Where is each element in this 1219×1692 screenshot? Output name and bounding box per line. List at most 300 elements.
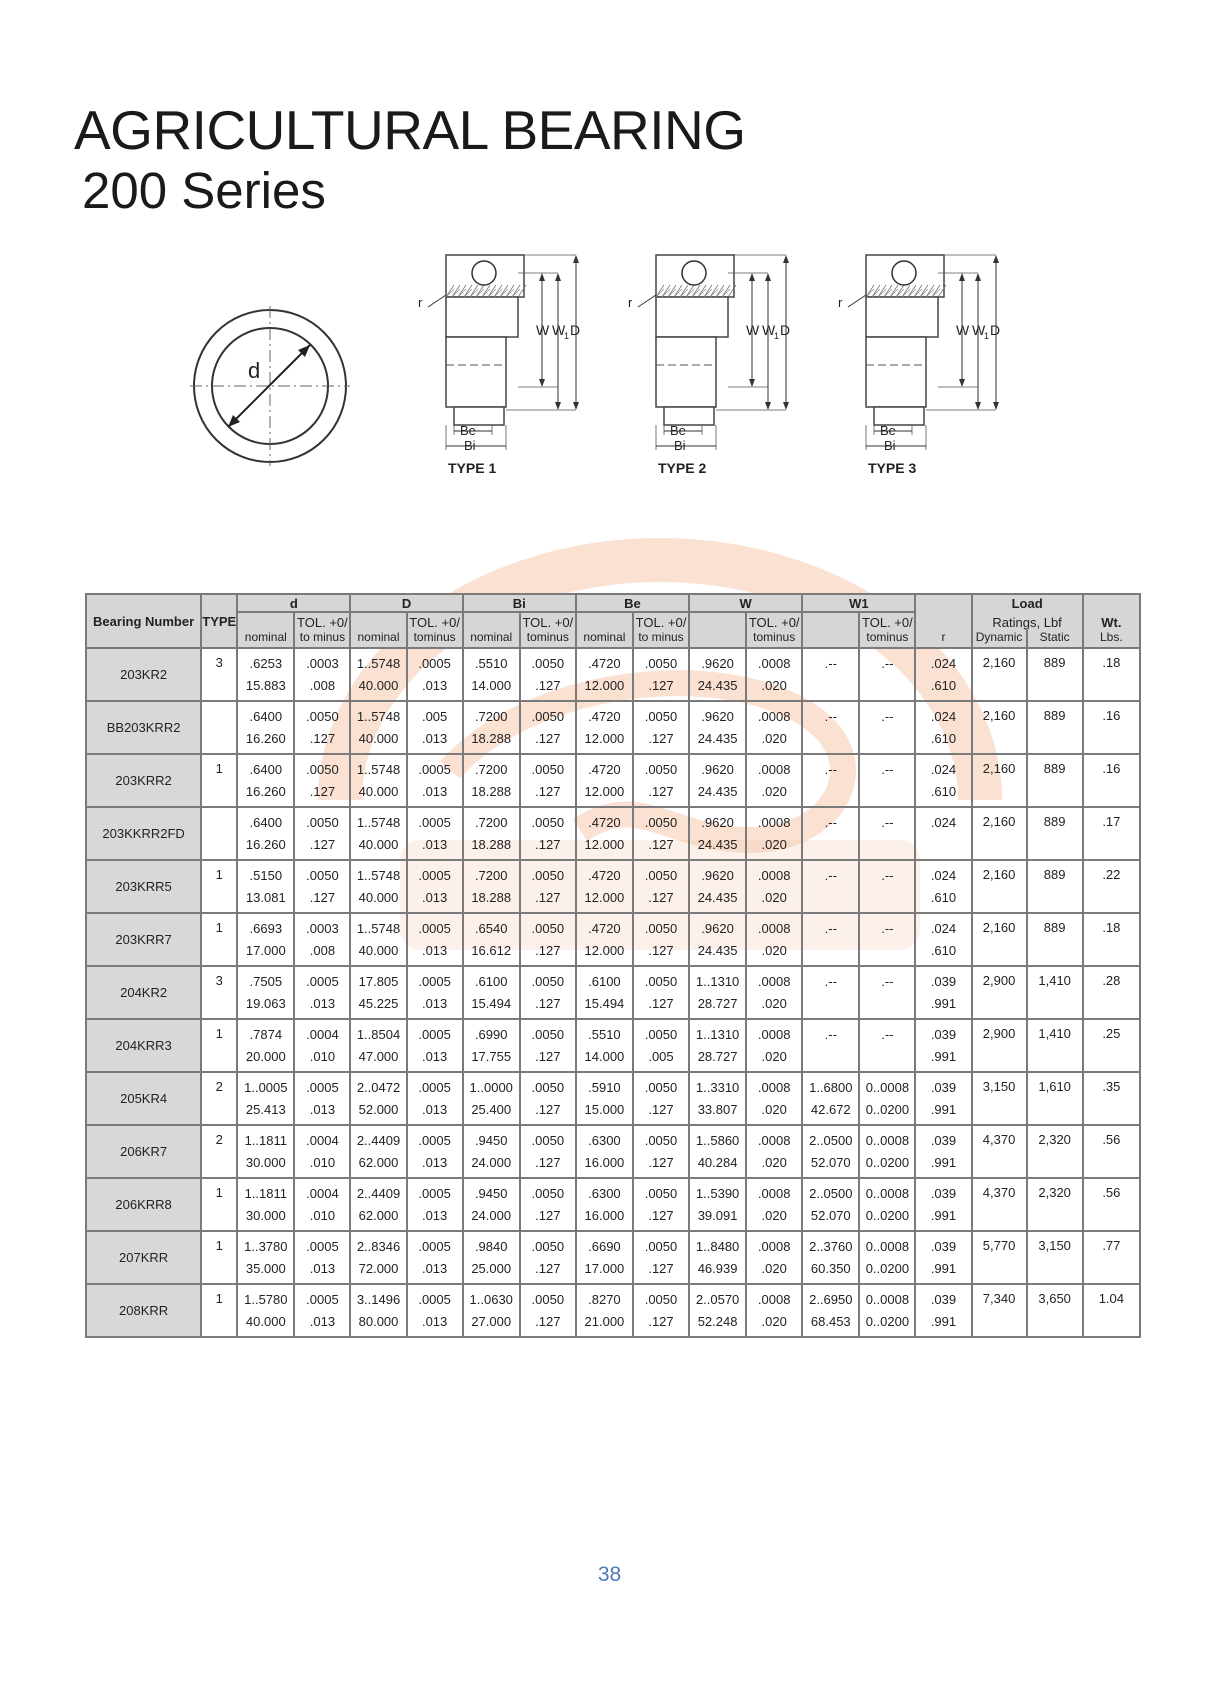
inch-value: .7874 bbox=[249, 1027, 283, 1042]
inch-value: .024 bbox=[930, 762, 957, 777]
cell-bi-tol bbox=[520, 807, 576, 860]
metric-value: .013 bbox=[421, 890, 448, 905]
inch-value: 1..6800 bbox=[809, 1080, 853, 1095]
cell-w1-nom bbox=[802, 1019, 859, 1072]
cell-d-tol bbox=[294, 1231, 350, 1284]
dynamic-rating: 2,160 bbox=[972, 807, 1027, 860]
inch-value: .0005 bbox=[418, 815, 451, 830]
metric-value: .010 bbox=[309, 1049, 336, 1064]
metric-value: .127 bbox=[535, 1102, 561, 1117]
inch-value: 2..0570 bbox=[695, 1292, 740, 1307]
metric-value: 52.248 bbox=[697, 1314, 738, 1329]
inch-value: .0005 bbox=[418, 1186, 451, 1201]
Be-label: Be bbox=[880, 423, 896, 438]
type-label: TYPE 2 bbox=[658, 460, 707, 476]
inch-value: 1..3780 bbox=[244, 1239, 288, 1254]
inch-value: 2..0500 bbox=[809, 1186, 853, 1201]
bearing-number: 203KRR5 bbox=[86, 860, 201, 913]
inch-value: .0005 bbox=[306, 974, 339, 989]
inch-value: .6300 bbox=[588, 1186, 621, 1201]
cell-d-tol bbox=[407, 913, 463, 966]
metric-value: .127 bbox=[535, 1261, 561, 1276]
inch-value: .039 bbox=[930, 1133, 957, 1148]
Be-label: Be bbox=[670, 423, 686, 438]
lbs-header: Lbs. bbox=[1083, 630, 1140, 648]
cell-bi-tol bbox=[520, 1231, 576, 1284]
table-row bbox=[86, 754, 1140, 807]
weight: .28 bbox=[1083, 966, 1140, 1019]
cell-w1-tol bbox=[859, 1231, 915, 1284]
metric-value bbox=[886, 675, 890, 697]
metric-value: .127 bbox=[535, 996, 561, 1011]
col-bearing-number: Bearing Number bbox=[86, 594, 201, 648]
metric-value: .127 bbox=[648, 943, 674, 958]
inch-value: .6400 bbox=[249, 709, 283, 724]
metric-value: .008 bbox=[309, 943, 336, 958]
metric-value: .127 bbox=[535, 943, 561, 958]
weight: .56 bbox=[1083, 1125, 1140, 1178]
cell-d-nom bbox=[350, 1284, 406, 1337]
dynamic-rating: 5,770 bbox=[972, 1231, 1027, 1284]
inch-value: .0008 bbox=[757, 656, 791, 671]
metric-value: 25.413 bbox=[245, 1102, 286, 1117]
metric-value: .020 bbox=[761, 1155, 787, 1170]
cell-w-nom bbox=[689, 1019, 746, 1072]
metric-value: .013 bbox=[421, 943, 448, 958]
cell-be-tol bbox=[633, 1284, 689, 1337]
metric-value: 19.063 bbox=[245, 996, 286, 1011]
metric-value: .610 bbox=[930, 890, 957, 905]
metric-value: 40.000 bbox=[358, 678, 399, 693]
inch-value: .9620 bbox=[701, 656, 734, 671]
cell-w1-nom bbox=[802, 1284, 859, 1337]
inch-value: .0050 bbox=[531, 709, 565, 724]
metric-value: .991 bbox=[930, 1261, 957, 1276]
inch-value: .0008 bbox=[757, 1239, 791, 1254]
cell-w1-nom bbox=[802, 1231, 859, 1284]
Bi-label: Bi bbox=[674, 438, 686, 453]
cell-w-nom bbox=[689, 1284, 746, 1337]
inch-value: .0008 bbox=[757, 974, 791, 989]
metric-value: 24.435 bbox=[697, 678, 738, 693]
table-row bbox=[86, 1072, 1140, 1125]
bore-d-label: d bbox=[248, 358, 261, 383]
cell-r bbox=[915, 1072, 971, 1125]
cell-d-nom bbox=[237, 913, 294, 966]
metric-value: .127 bbox=[309, 784, 336, 799]
metric-value: 0..0200 bbox=[865, 1155, 910, 1170]
metric-value: .013 bbox=[421, 996, 448, 1011]
cell-w1-tol bbox=[859, 913, 915, 966]
metric-value: .610 bbox=[930, 731, 957, 746]
inch-value: 1..0000 bbox=[469, 1080, 513, 1095]
inch-value: .005 bbox=[421, 709, 448, 724]
group-W1: W1 bbox=[802, 594, 915, 612]
bearing-type: 3 bbox=[201, 966, 237, 1019]
metric-value: .127 bbox=[648, 1314, 674, 1329]
static-rating: 889 bbox=[1027, 754, 1083, 807]
cell-d-nom bbox=[237, 648, 294, 701]
W-label: W bbox=[536, 322, 550, 338]
metric-value: .127 bbox=[648, 1208, 674, 1223]
inch-value: 1..5860 bbox=[695, 1133, 740, 1148]
weight: .22 bbox=[1083, 860, 1140, 913]
inch-value: 3..1496 bbox=[356, 1292, 401, 1307]
static-rating: 889 bbox=[1027, 913, 1083, 966]
inch-value: .-- bbox=[824, 921, 837, 936]
col-wt: Wt. bbox=[1083, 594, 1140, 630]
D-label: D bbox=[990, 322, 1001, 338]
metric-value: 24.000 bbox=[471, 1208, 512, 1223]
inch-value: .7200 bbox=[474, 709, 508, 724]
cell-d-tol bbox=[407, 1019, 463, 1072]
cell-w-tol bbox=[746, 648, 802, 701]
cell-be-nom bbox=[576, 1178, 633, 1231]
bearing-number: 208KRR bbox=[86, 1284, 201, 1337]
metric-value: .127 bbox=[648, 1155, 674, 1170]
inch-value: .0050 bbox=[644, 1292, 678, 1307]
cell-r bbox=[915, 913, 971, 966]
inch-value: .0050 bbox=[306, 762, 339, 777]
metric-value: .020 bbox=[761, 1049, 787, 1064]
metric-value: .610 bbox=[930, 678, 957, 693]
table-row bbox=[86, 1178, 1140, 1231]
bearing-type-1-drawing bbox=[418, 255, 580, 476]
inch-value: 17.805 bbox=[358, 974, 399, 989]
cell-d-tol bbox=[407, 1072, 463, 1125]
cell-d-tol bbox=[407, 1178, 463, 1231]
inch-value: 0..0008 bbox=[865, 1239, 910, 1254]
table-row bbox=[86, 701, 1140, 754]
cell-be-nom bbox=[576, 1019, 633, 1072]
type-label: TYPE 3 bbox=[868, 460, 917, 476]
cell-bi-nom bbox=[463, 1019, 520, 1072]
metric-value: .991 bbox=[930, 1155, 957, 1170]
inch-value: .6253 bbox=[249, 656, 283, 671]
inch-value: .0008 bbox=[757, 762, 791, 777]
metric-value: 25.000 bbox=[471, 1261, 512, 1276]
weight: .18 bbox=[1083, 913, 1140, 966]
inch-value: .-- bbox=[881, 762, 894, 777]
cell-bi-nom bbox=[463, 966, 520, 1019]
inch-value: .024 bbox=[930, 815, 957, 830]
metric-value: 0..0200 bbox=[865, 1102, 910, 1117]
cell-w1-nom bbox=[802, 701, 859, 754]
metric-value: 40.000 bbox=[245, 1314, 286, 1329]
inch-value: .5510 bbox=[588, 1027, 621, 1042]
cell-d-nom bbox=[237, 1178, 294, 1231]
metric-value: .013 bbox=[421, 837, 448, 852]
cell-d-nom bbox=[350, 966, 406, 1019]
group-load: Load bbox=[972, 594, 1083, 612]
inch-value: .0004 bbox=[306, 1027, 339, 1042]
inch-value: .0005 bbox=[418, 868, 451, 883]
metric-value: 20.000 bbox=[245, 1049, 286, 1064]
cell-d-nom bbox=[237, 1125, 294, 1178]
cell-d-nom bbox=[350, 913, 406, 966]
inch-value: .9840 bbox=[474, 1239, 508, 1254]
group-Be: Be bbox=[576, 594, 689, 612]
inch-value: 1..5748 bbox=[356, 709, 401, 724]
cell-d-nom bbox=[350, 807, 406, 860]
metric-value: .013 bbox=[421, 731, 448, 746]
inch-value: 1..5748 bbox=[356, 762, 401, 777]
W1-subscript: 1 bbox=[984, 331, 990, 341]
metric-value: 18.288 bbox=[471, 837, 512, 852]
cell-be-nom bbox=[576, 966, 633, 1019]
inch-value: .-- bbox=[881, 1027, 894, 1042]
cell-w-nom bbox=[689, 913, 746, 966]
cell-w-nom bbox=[689, 1072, 746, 1125]
metric-value: .991 bbox=[930, 996, 957, 1011]
cell-be-tol bbox=[633, 860, 689, 913]
dynamic-rating: 2,900 bbox=[972, 1019, 1027, 1072]
cell-w1-nom bbox=[802, 966, 859, 1019]
cell-d-tol bbox=[294, 966, 350, 1019]
metric-value: 30.000 bbox=[245, 1208, 286, 1223]
metric-value: 16.260 bbox=[245, 731, 286, 746]
metric-value: 62.000 bbox=[358, 1155, 399, 1170]
weight: .18 bbox=[1083, 648, 1140, 701]
inch-value: 1..5390 bbox=[695, 1186, 740, 1201]
inch-value: .0050 bbox=[531, 1292, 565, 1307]
col-type: TYPE bbox=[201, 594, 237, 648]
bearing-number: 207KRR bbox=[86, 1231, 201, 1284]
table-row bbox=[86, 648, 1140, 701]
bearing-type: 1 bbox=[201, 913, 237, 966]
D-label: D bbox=[570, 322, 581, 338]
static-rating: 2,320 bbox=[1027, 1125, 1083, 1178]
cell-w1-nom bbox=[802, 648, 859, 701]
cell-d-tol bbox=[407, 966, 463, 1019]
cell-d-nom bbox=[350, 754, 406, 807]
inch-value: .5910 bbox=[588, 1080, 621, 1095]
table-row bbox=[86, 1231, 1140, 1284]
static-rating: 1,410 bbox=[1027, 1019, 1083, 1072]
cell-r bbox=[915, 1284, 971, 1337]
weight: .77 bbox=[1083, 1231, 1140, 1284]
inch-value: .024 bbox=[930, 868, 957, 883]
metric-value: .013 bbox=[421, 1049, 448, 1064]
inch-value: .0050 bbox=[644, 1186, 678, 1201]
inch-value: .-- bbox=[824, 709, 837, 724]
inch-value: .4720 bbox=[588, 709, 621, 724]
inch-value: .0050 bbox=[644, 868, 678, 883]
cell-d-nom bbox=[350, 860, 406, 913]
metric-value bbox=[829, 940, 833, 962]
table-row bbox=[86, 1284, 1140, 1337]
inch-value: .-- bbox=[881, 656, 894, 671]
metric-value: .127 bbox=[648, 731, 674, 746]
cell-d-tol bbox=[407, 701, 463, 754]
inch-value: .0050 bbox=[531, 1133, 565, 1148]
cell-d-nom bbox=[237, 860, 294, 913]
cell-d-nom bbox=[237, 1231, 294, 1284]
cell-d-tol bbox=[294, 1178, 350, 1231]
inch-value: .-- bbox=[881, 921, 894, 936]
table-row bbox=[86, 913, 1140, 966]
weight: .35 bbox=[1083, 1072, 1140, 1125]
metric-value: .127 bbox=[309, 837, 336, 852]
metric-value: 39.091 bbox=[697, 1208, 738, 1223]
dynamic-rating: 2,160 bbox=[972, 754, 1027, 807]
cell-be-nom bbox=[576, 807, 633, 860]
bearing-number: 205KR4 bbox=[86, 1072, 201, 1125]
inch-value: .4720 bbox=[588, 921, 621, 936]
metric-value bbox=[886, 834, 890, 856]
inch-value: .0050 bbox=[306, 709, 339, 724]
metric-value: 0..0200 bbox=[865, 1261, 910, 1276]
inch-value: 1..1310 bbox=[695, 1027, 740, 1042]
nominal-header: nominal bbox=[350, 630, 406, 648]
cell-r bbox=[915, 1019, 971, 1072]
metric-value: 40.000 bbox=[358, 837, 399, 852]
group-D: D bbox=[350, 594, 462, 612]
cell-r bbox=[915, 807, 971, 860]
inch-value: .0050 bbox=[644, 815, 678, 830]
inch-value: 0..0008 bbox=[865, 1133, 910, 1148]
metric-value bbox=[886, 781, 890, 803]
inch-value: .039 bbox=[930, 1027, 957, 1042]
inch-value: .6400 bbox=[249, 815, 283, 830]
metric-value: .008 bbox=[309, 678, 336, 693]
inch-value: .024 bbox=[930, 921, 957, 936]
dynamic-rating: 2,900 bbox=[972, 966, 1027, 1019]
cell-d-tol bbox=[294, 701, 350, 754]
inch-value: .0050 bbox=[306, 868, 339, 883]
cell-w-nom bbox=[689, 966, 746, 1019]
cell-d-nom bbox=[237, 1019, 294, 1072]
metric-value: 40.000 bbox=[358, 784, 399, 799]
metric-value: 62.000 bbox=[358, 1208, 399, 1223]
inch-value: 2..8346 bbox=[356, 1239, 401, 1254]
inch-value: .6693 bbox=[249, 921, 283, 936]
inch-value: .0008 bbox=[757, 1133, 791, 1148]
inch-value: .0005 bbox=[418, 762, 451, 777]
cell-bi-nom bbox=[463, 1125, 520, 1178]
cell-bi-nom bbox=[463, 1284, 520, 1337]
inch-value: .039 bbox=[930, 1186, 957, 1201]
weight: .16 bbox=[1083, 754, 1140, 807]
metric-value: 17.755 bbox=[471, 1049, 512, 1064]
inch-value: .0005 bbox=[306, 1292, 339, 1307]
inch-value: .0050 bbox=[531, 868, 565, 883]
metric-value bbox=[886, 728, 890, 750]
inch-value: .0050 bbox=[644, 1027, 678, 1042]
inch-value: .0005 bbox=[418, 921, 451, 936]
static-rating: 1,610 bbox=[1027, 1072, 1083, 1125]
cell-d-nom bbox=[237, 701, 294, 754]
metric-value: 46.939 bbox=[697, 1261, 738, 1276]
cell-w-nom bbox=[689, 860, 746, 913]
inch-value: .9620 bbox=[701, 921, 734, 936]
inch-value: .0005 bbox=[418, 1239, 451, 1254]
cell-d-nom bbox=[350, 1178, 406, 1231]
bearing-type: 1 bbox=[201, 1231, 237, 1284]
metric-value: .991 bbox=[930, 1049, 957, 1064]
cell-w1-tol bbox=[859, 860, 915, 913]
metric-value: 24.435 bbox=[697, 731, 738, 746]
cell-w-tol bbox=[746, 1284, 802, 1337]
inch-value: .7200 bbox=[474, 868, 508, 883]
inch-value: .0050 bbox=[531, 815, 565, 830]
tol-header: TOL. +0/ bbox=[520, 612, 576, 630]
metric-value: .127 bbox=[648, 837, 674, 852]
inch-value: .-- bbox=[881, 974, 894, 989]
cell-be-nom bbox=[576, 1125, 633, 1178]
metric-value: .010 bbox=[309, 1155, 336, 1170]
metric-value: 12.000 bbox=[584, 731, 625, 746]
metric-value: 68.453 bbox=[810, 1314, 851, 1329]
inch-value: 1..5748 bbox=[356, 868, 401, 883]
metric-value: .013 bbox=[309, 1102, 336, 1117]
metric-value: .127 bbox=[309, 731, 336, 746]
metric-value: 60.350 bbox=[810, 1261, 851, 1276]
metric-value: 24.000 bbox=[471, 1155, 512, 1170]
inch-value: .-- bbox=[824, 815, 837, 830]
inch-value: .0050 bbox=[306, 815, 339, 830]
inch-value: 1..8480 bbox=[695, 1239, 740, 1254]
metric-value bbox=[886, 887, 890, 909]
bearing-number: BB203KRR2 bbox=[86, 701, 201, 754]
cell-w1-nom bbox=[802, 1178, 859, 1231]
inch-value: 2..0472 bbox=[356, 1080, 401, 1095]
inch-value: .0050 bbox=[531, 974, 565, 989]
group-Bi: Bi bbox=[463, 594, 576, 612]
cell-d-nom bbox=[350, 1019, 406, 1072]
metric-value: 16.000 bbox=[584, 1208, 625, 1223]
metric-value: 18.288 bbox=[471, 731, 512, 746]
cell-w-tol bbox=[746, 860, 802, 913]
cell-w1-tol bbox=[859, 754, 915, 807]
Be-label: Be bbox=[460, 423, 476, 438]
inch-value: 1..1310 bbox=[695, 974, 740, 989]
metric-value: 15.000 bbox=[584, 1102, 625, 1117]
cell-be-tol bbox=[633, 913, 689, 966]
metric-value: .127 bbox=[535, 678, 561, 693]
metric-value bbox=[829, 675, 833, 697]
inch-value: 1..5748 bbox=[356, 815, 401, 830]
W1-subscript: 1 bbox=[774, 331, 780, 341]
inch-value: .0005 bbox=[418, 1292, 451, 1307]
metric-value: 15.883 bbox=[245, 678, 286, 693]
r-label: r bbox=[628, 295, 633, 310]
inch-value: .-- bbox=[824, 868, 837, 883]
metric-value: .013 bbox=[421, 1314, 448, 1329]
cell-w1-nom bbox=[802, 1125, 859, 1178]
inch-value: .-- bbox=[824, 1027, 837, 1042]
metric-value: .127 bbox=[535, 1049, 561, 1064]
static-rating: 889 bbox=[1027, 807, 1083, 860]
metric-value: .127 bbox=[648, 1102, 674, 1117]
metric-value: 16.000 bbox=[584, 1155, 625, 1170]
cell-d-tol bbox=[407, 1284, 463, 1337]
metric-value: 12.000 bbox=[584, 890, 625, 905]
cell-d-nom bbox=[350, 1072, 406, 1125]
cell-d-tol bbox=[294, 860, 350, 913]
weight: .16 bbox=[1083, 701, 1140, 754]
inch-value: .0050 bbox=[644, 1133, 678, 1148]
inch-value: .0050 bbox=[531, 762, 565, 777]
cell-d-tol bbox=[407, 1231, 463, 1284]
metric-value bbox=[829, 887, 833, 909]
metric-value: 14.000 bbox=[471, 678, 512, 693]
cell-d-nom bbox=[350, 701, 406, 754]
inch-value: .0008 bbox=[757, 815, 791, 830]
dynamic-rating: 4,370 bbox=[972, 1178, 1027, 1231]
inch-value: .0008 bbox=[757, 1027, 791, 1042]
cell-be-nom bbox=[576, 860, 633, 913]
